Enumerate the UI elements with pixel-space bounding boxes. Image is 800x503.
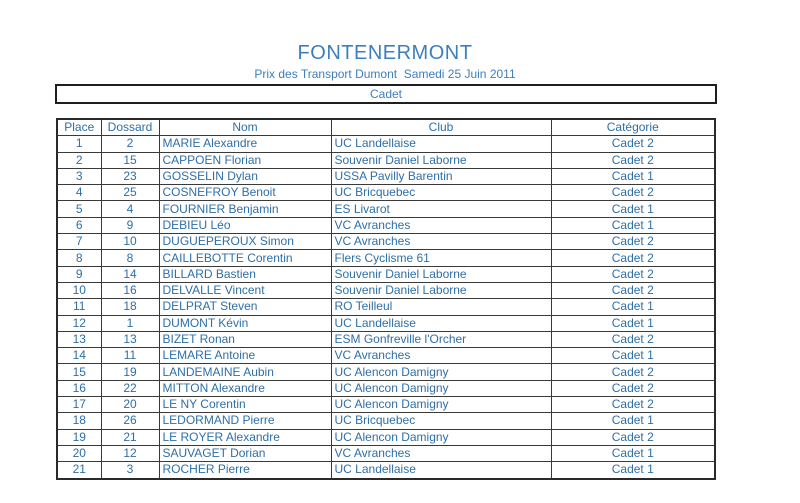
club-cell: UC Landellaise: [331, 315, 551, 331]
name-cell: CAPPOEN Florian: [159, 152, 331, 168]
place-cell: 5: [57, 201, 101, 217]
place-cell: 18: [57, 413, 101, 429]
category-cell: Cadet 2: [551, 152, 715, 168]
name-cell: GOSSELIN Dylan: [159, 168, 331, 184]
name-cell: LE ROYER Alexandre: [159, 429, 331, 445]
place-cell: 2: [57, 152, 101, 168]
name-cell: DEBIEU Léo: [159, 217, 331, 233]
category-cell: Cadet 1: [551, 462, 715, 479]
place-cell: 16: [57, 380, 101, 396]
name-cell: MARIE Alexandre: [159, 136, 331, 152]
name-cell: ROCHER Pierre: [159, 462, 331, 479]
table-row: [57, 299, 715, 315]
place-cell: 13: [57, 331, 101, 347]
category-cell: Cadet 2: [551, 136, 715, 152]
club-cell: UC Alencon Damigny: [331, 364, 551, 380]
place-cell: 15: [57, 364, 101, 380]
column-header-dossard: Dossard: [101, 119, 159, 136]
dossard-cell: 1: [101, 315, 159, 331]
name-cell: SAUVAGET Dorian: [159, 445, 331, 461]
table-row: [57, 201, 715, 217]
club-cell: UC Landellaise: [331, 136, 551, 152]
dossard-cell: 13: [101, 331, 159, 347]
name-cell: COSNEFROY Benoit: [159, 185, 331, 201]
club-cell: VC Avranches: [331, 217, 551, 233]
dossard-cell: 18: [101, 299, 159, 315]
place-cell: 20: [57, 445, 101, 461]
club-cell: USSA Pavilly Barentin: [331, 168, 551, 184]
club-cell: UC Alencon Damigny: [331, 429, 551, 445]
name-cell: DELPRAT Steven: [159, 299, 331, 315]
category-cell: Cadet 1: [551, 315, 715, 331]
club-cell: UC Bricquebec: [331, 185, 551, 201]
table-row: [57, 282, 715, 298]
category-cell: Cadet 2: [551, 266, 715, 282]
club-cell: Souvenir Daniel Laborne: [331, 266, 551, 282]
table-row: [57, 348, 715, 364]
table-row: [57, 413, 715, 429]
column-header-place: Place: [57, 119, 101, 136]
category-cell: Cadet 1: [551, 168, 715, 184]
category-cell: Cadet 2: [551, 331, 715, 347]
name-cell: LANDEMAINE Aubin: [159, 364, 331, 380]
place-cell: 1: [57, 136, 101, 152]
table-row: [57, 168, 715, 184]
name-cell: MITTON Alexandre: [159, 380, 331, 396]
category-cell: Cadet 2: [551, 234, 715, 250]
name-cell: DELVALLE Vincent: [159, 282, 331, 298]
table-header-row: [57, 119, 715, 136]
column-header-club: Club: [331, 119, 551, 136]
dossard-cell: 16: [101, 282, 159, 298]
name-cell: LE NY Corentin: [159, 397, 331, 413]
table-row: [57, 397, 715, 413]
club-cell: UC Alencon Damigny: [331, 397, 551, 413]
category-cell: Cadet 2: [551, 380, 715, 396]
club-cell: Souvenir Daniel Laborne: [331, 282, 551, 298]
club-cell: VC Avranches: [331, 234, 551, 250]
dossard-cell: 2: [101, 136, 159, 152]
place-cell: 12: [57, 315, 101, 331]
dossard-cell: 10: [101, 234, 159, 250]
table-row: [57, 136, 715, 152]
place-cell: 7: [57, 234, 101, 250]
place-cell: 19: [57, 429, 101, 445]
table-row: [57, 315, 715, 331]
club-cell: VC Avranches: [331, 348, 551, 364]
club-cell: UC Landellaise: [331, 462, 551, 479]
name-cell: FOURNIER Benjamin: [159, 201, 331, 217]
dossard-cell: 19: [101, 364, 159, 380]
dossard-cell: 22: [101, 380, 159, 396]
place-cell: 14: [57, 348, 101, 364]
category-cell: Cadet 2: [551, 429, 715, 445]
category-cell: Cadet 1: [551, 348, 715, 364]
dossard-cell: 11: [101, 348, 159, 364]
club-cell: ESM Gonfreville l'Orcher: [331, 331, 551, 347]
dossard-cell: 9: [101, 217, 159, 233]
results-table: [56, 118, 716, 480]
dossard-cell: 23: [101, 168, 159, 184]
club-cell: Flers Cyclisme 61: [331, 250, 551, 266]
category-cell: Cadet 1: [551, 413, 715, 429]
place-cell: 8: [57, 250, 101, 266]
dossard-cell: 20: [101, 397, 159, 413]
dossard-cell: 4: [101, 201, 159, 217]
dossard-cell: 3: [101, 462, 159, 479]
club-cell: UC Bricquebec: [331, 413, 551, 429]
name-cell: BILLARD Bastien: [159, 266, 331, 282]
place-cell: 11: [57, 299, 101, 315]
table-row: [57, 364, 715, 380]
table-row: [57, 250, 715, 266]
dossard-cell: 12: [101, 445, 159, 461]
category-cell: Cadet 1: [551, 445, 715, 461]
name-cell: DUGUEPEROUX Simon: [159, 234, 331, 250]
table-row: [57, 429, 715, 445]
place-cell: 10: [57, 282, 101, 298]
table-row: [57, 462, 715, 479]
club-cell: Souvenir Daniel Laborne: [331, 152, 551, 168]
dossard-cell: 15: [101, 152, 159, 168]
dossard-cell: 8: [101, 250, 159, 266]
category-cell: Cadet 1: [551, 299, 715, 315]
name-cell: BIZET Ronan: [159, 331, 331, 347]
table-row: [57, 445, 715, 461]
race-subtitle: Prix des Transport Dumont Samedi 25 Juin 2011: [254, 67, 516, 81]
place-cell: 4: [57, 185, 101, 201]
dossard-cell: 25: [101, 185, 159, 201]
club-cell: VC Avranches: [331, 445, 551, 461]
category-cell: Cadet 2: [551, 397, 715, 413]
page-title: FONTENERMONT: [297, 42, 473, 64]
category-cell: Cadet 2: [551, 282, 715, 298]
name-cell: LEDORMAND Pierre: [159, 413, 331, 429]
category-cell: Cadet 2: [551, 185, 715, 201]
place-cell: 3: [57, 168, 101, 184]
club-cell: RO Teilleul: [331, 299, 551, 315]
table-row: [57, 380, 715, 396]
column-header-nom: Nom: [159, 119, 331, 136]
dossard-cell: 26: [101, 413, 159, 429]
category-cell: Cadet 1: [551, 217, 715, 233]
table-row: [57, 152, 715, 168]
dossard-cell: 21: [101, 429, 159, 445]
table-row: [57, 234, 715, 250]
category-banner: Cadet: [55, 84, 717, 104]
table-row: [57, 266, 715, 282]
club-cell: ES Livarot: [331, 201, 551, 217]
name-cell: LEMARE Antoine: [159, 348, 331, 364]
category-cell: Cadet 1: [551, 201, 715, 217]
place-cell: 6: [57, 217, 101, 233]
table-row: [57, 185, 715, 201]
category-cell: Cadet 2: [551, 250, 715, 266]
name-cell: DUMONT Kévin: [159, 315, 331, 331]
name-cell: CAILLEBOTTE Corentin: [159, 250, 331, 266]
table-row: [57, 217, 715, 233]
place-cell: 17: [57, 397, 101, 413]
category-cell: Cadet 2: [551, 364, 715, 380]
place-cell: 21: [57, 462, 101, 479]
club-cell: UC Alencon Damigny: [331, 380, 551, 396]
results-table-body: [57, 136, 715, 479]
table-row: [57, 331, 715, 347]
place-cell: 9: [57, 266, 101, 282]
column-header-categorie: Catégorie: [551, 119, 715, 136]
dossard-cell: 14: [101, 266, 159, 282]
